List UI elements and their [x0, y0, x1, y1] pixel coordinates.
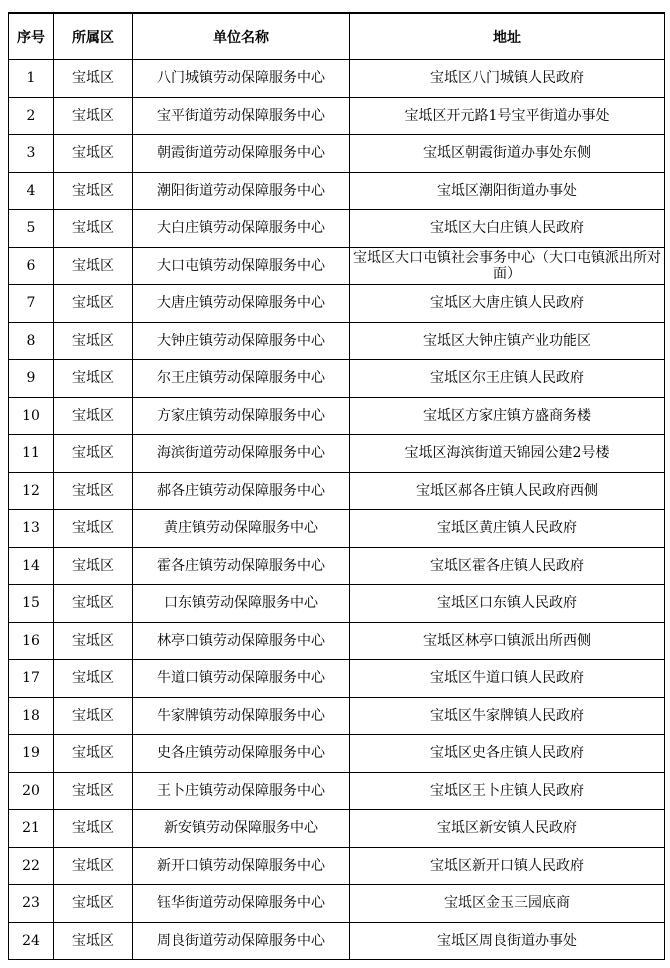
cell-unit-name: 大唐庄镇劳动保障服务中心 — [133, 285, 350, 323]
cell-index: 1 — [9, 60, 54, 98]
cell-index: 16 — [9, 622, 54, 660]
table-row — [9, 922, 665, 960]
table-body — [9, 60, 665, 960]
cell-index: 12 — [9, 472, 54, 510]
table-row — [9, 97, 665, 135]
header-row — [9, 13, 665, 60]
cell-address: 宝坻区牛道口镇人民政府 — [350, 660, 665, 698]
cell-index: 24 — [9, 922, 54, 960]
cell-address: 宝坻区林亭口镇派出所西侧 — [350, 622, 665, 660]
cell-index: 18 — [9, 697, 54, 735]
table-row — [9, 660, 665, 698]
cell-district: 宝坻区 — [54, 472, 133, 510]
cell-index: 23 — [9, 885, 54, 923]
cell-district: 宝坻区 — [54, 135, 133, 173]
cell-index: 11 — [9, 435, 54, 473]
table-row — [9, 210, 665, 248]
cell-district: 宝坻区 — [54, 97, 133, 135]
cell-address: 宝坻区金玉三园底商 — [350, 885, 665, 923]
cell-district: 宝坻区 — [54, 172, 133, 210]
cell-district: 宝坻区 — [54, 660, 133, 698]
table-row — [9, 622, 665, 660]
cell-unit-name: 史各庄镇劳动保障服务中心 — [133, 735, 350, 773]
cell-index: 6 — [9, 247, 54, 285]
cell-address: 宝坻区尔王庄镇人民政府 — [350, 360, 665, 398]
cell-district: 宝坻区 — [54, 360, 133, 398]
cell-unit-name: 潮阳街道劳动保障服务中心 — [133, 172, 350, 210]
cell-district: 宝坻区 — [54, 585, 133, 623]
cell-index: 9 — [9, 360, 54, 398]
cell-unit-name: 霍各庄镇劳动保障服务中心 — [133, 547, 350, 585]
cell-address: 宝坻区大白庄镇人民政府 — [350, 210, 665, 248]
cell-district: 宝坻区 — [54, 772, 133, 810]
cell-index: 4 — [9, 172, 54, 210]
header-address: 地址 — [350, 13, 665, 60]
table-header — [9, 13, 665, 60]
cell-district: 宝坻区 — [54, 810, 133, 848]
cell-unit-name: 新开口镇劳动保障服务中心 — [133, 847, 350, 885]
cell-index: 15 — [9, 585, 54, 623]
header-index: 序号 — [9, 13, 54, 60]
table-row — [9, 772, 665, 810]
cell-index: 5 — [9, 210, 54, 248]
cell-address: 宝坻区新开口镇人民政府 — [350, 847, 665, 885]
cell-unit-name: 新安镇劳动保障服务中心 — [133, 810, 350, 848]
cell-index: 7 — [9, 285, 54, 323]
cell-index: 13 — [9, 510, 54, 548]
cell-unit-name: 尔王庄镇劳动保障服务中心 — [133, 360, 350, 398]
cell-index: 22 — [9, 847, 54, 885]
cell-district: 宝坻区 — [54, 322, 133, 360]
cell-address: 宝坻区新安镇人民政府 — [350, 810, 665, 848]
cell-unit-name: 牛道口镇劳动保障服务中心 — [133, 660, 350, 698]
cell-index: 10 — [9, 397, 54, 435]
cell-district: 宝坻区 — [54, 885, 133, 923]
table-row — [9, 397, 665, 435]
table-row — [9, 547, 665, 585]
table-row — [9, 847, 665, 885]
cell-district: 宝坻区 — [54, 435, 133, 473]
cell-unit-name: 周良街道劳动保障服务中心 — [133, 922, 350, 960]
cell-district: 宝坻区 — [54, 847, 133, 885]
service-center-table — [8, 12, 665, 960]
cell-index: 19 — [9, 735, 54, 773]
cell-unit-name: 宝平街道劳动保障服务中心 — [133, 97, 350, 135]
cell-address: 宝坻区八门城镇人民政府 — [350, 60, 665, 98]
cell-district: 宝坻区 — [54, 397, 133, 435]
table-row — [9, 247, 665, 285]
table-row — [9, 322, 665, 360]
cell-unit-name: 牛家牌镇劳动保障服务中心 — [133, 697, 350, 735]
cell-address: 宝坻区大唐庄镇人民政府 — [350, 285, 665, 323]
cell-address: 宝坻区大钟庄镇产业功能区 — [350, 322, 665, 360]
cell-unit-name: 口东镇劳动保障服务中心 — [133, 585, 350, 623]
cell-address: 宝坻区朝霞街道办事处东侧 — [350, 135, 665, 173]
cell-address: 宝坻区王卜庄镇人民政府 — [350, 772, 665, 810]
cell-district: 宝坻区 — [54, 60, 133, 98]
cell-address: 宝坻区史各庄镇人民政府 — [350, 735, 665, 773]
cell-district: 宝坻区 — [54, 210, 133, 248]
table-row — [9, 585, 665, 623]
table-row — [9, 135, 665, 173]
header-district: 所属区 — [54, 13, 133, 60]
cell-unit-name: 林亭口镇劳动保障服务中心 — [133, 622, 350, 660]
cell-unit-name: 黄庄镇劳动保障服务中心 — [133, 510, 350, 548]
table-row — [9, 472, 665, 510]
cell-index: 8 — [9, 322, 54, 360]
cell-index: 2 — [9, 97, 54, 135]
cell-district: 宝坻区 — [54, 922, 133, 960]
cell-unit-name: 钰华街道劳动保障服务中心 — [133, 885, 350, 923]
cell-district: 宝坻区 — [54, 697, 133, 735]
table-row — [9, 697, 665, 735]
cell-address: 宝坻区潮阳街道办事处 — [350, 172, 665, 210]
cell-district: 宝坻区 — [54, 285, 133, 323]
cell-address: 宝坻区大口屯镇社会事务中心（大口屯镇派出所对面） — [350, 247, 665, 285]
table-row — [9, 735, 665, 773]
cell-address: 宝坻区海滨街道天锦园公建2号楼 — [350, 435, 665, 473]
table-row — [9, 435, 665, 473]
cell-index: 17 — [9, 660, 54, 698]
table-row — [9, 510, 665, 548]
table-row — [9, 172, 665, 210]
cell-unit-name: 大口屯镇劳动保障服务中心 — [133, 247, 350, 285]
cell-unit-name: 八门城镇劳动保障服务中心 — [133, 60, 350, 98]
cell-address: 宝坻区口东镇人民政府 — [350, 585, 665, 623]
cell-district: 宝坻区 — [54, 510, 133, 548]
cell-index: 14 — [9, 547, 54, 585]
cell-unit-name: 朝霞街道劳动保障服务中心 — [133, 135, 350, 173]
cell-unit-name: 海滨街道劳动保障服务中心 — [133, 435, 350, 473]
cell-address: 宝坻区方家庄镇方盛商务楼 — [350, 397, 665, 435]
cell-address: 宝坻区霍各庄镇人民政府 — [350, 547, 665, 585]
cell-district: 宝坻区 — [54, 735, 133, 773]
cell-index: 20 — [9, 772, 54, 810]
cell-address: 宝坻区开元路1号宝平街道办事处 — [350, 97, 665, 135]
table-row — [9, 810, 665, 848]
cell-unit-name: 王卜庄镇劳动保障服务中心 — [133, 772, 350, 810]
cell-address: 宝坻区牛家牌镇人民政府 — [350, 697, 665, 735]
table-row — [9, 360, 665, 398]
cell-district: 宝坻区 — [54, 247, 133, 285]
cell-district: 宝坻区 — [54, 622, 133, 660]
cell-unit-name: 郝各庄镇劳动保障服务中心 — [133, 472, 350, 510]
cell-address: 宝坻区黄庄镇人民政府 — [350, 510, 665, 548]
cell-index: 21 — [9, 810, 54, 848]
cell-unit-name: 大白庄镇劳动保障服务中心 — [133, 210, 350, 248]
header-unit-name: 单位名称 — [133, 13, 350, 60]
table-row — [9, 60, 665, 98]
cell-unit-name: 方家庄镇劳动保障服务中心 — [133, 397, 350, 435]
table-row — [9, 285, 665, 323]
table-row — [9, 885, 665, 923]
cell-address: 宝坻区周良街道办事处 — [350, 922, 665, 960]
cell-unit-name: 大钟庄镇劳动保障服务中心 — [133, 322, 350, 360]
cell-index: 3 — [9, 135, 54, 173]
cell-address: 宝坻区郝各庄镇人民政府西侧 — [350, 472, 665, 510]
cell-district: 宝坻区 — [54, 547, 133, 585]
